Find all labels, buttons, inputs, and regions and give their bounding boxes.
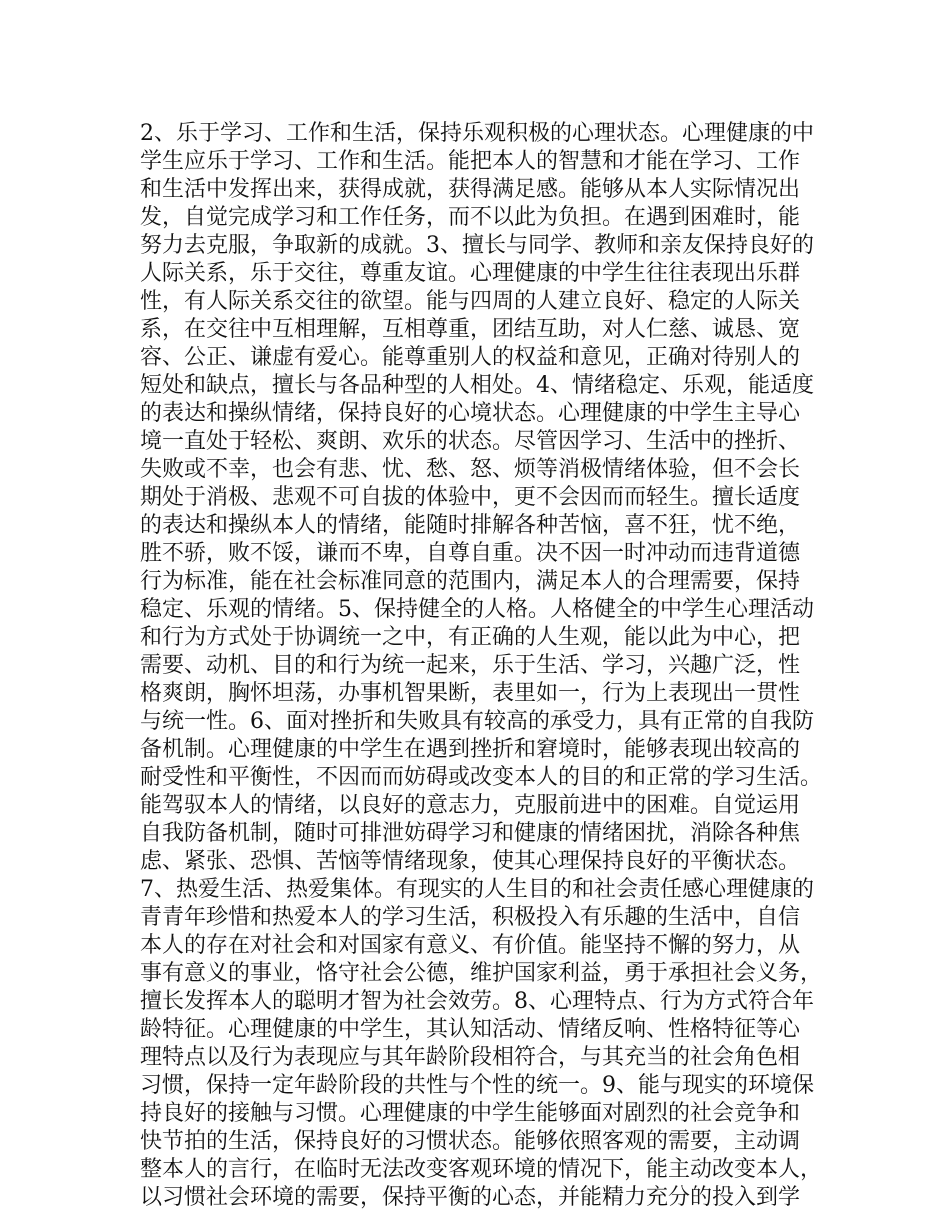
text-line: 的表达和操纵情绪，保持良好的心境状态。心理健康的中学生主导心	[140, 401, 801, 426]
text-line: 擅长发挥本人的聪明才智为社会效劳。8、心理特点、行为方式符合年	[140, 989, 814, 1014]
text-line: 性，有人际关系交往的欲望。能与四周的人建立良好、稳定的人际关	[140, 289, 801, 314]
text-line: 需要、动机、目的和行为统一起来，乐于生活、学习，兴趣广泛，性	[140, 653, 801, 678]
text-line: 期处于消极、悲观不可自拔的体验中，更不会因而而轻生。擅长适度	[140, 485, 801, 510]
text-line: 稳定、乐观的情绪。5、保持健全的人格。人格健全的中学生心理活动	[140, 597, 814, 622]
text-line: 胜不骄，败不馁，谦而不卑，自尊自重。决不因一时冲动而违背道德	[140, 541, 801, 566]
text-line: 学生应乐于学习、工作和生活。能把本人的智慧和才能在学习、工作	[140, 149, 801, 174]
text-line: 青青年珍惜和热爱本人的学习生活，积极投入有乐趣的生活中，自信	[140, 905, 801, 930]
body-paragraph	[140, 120, 840, 1212]
text-line: 与统一性。6、面对挫折和失败具有较高的承受力，具有正常的自我防	[140, 709, 814, 734]
text-line: 快节拍的生活，保持良好的习惯状态。能够依照客观的需要，主动调	[140, 1129, 801, 1154]
text-line: 龄特征。心理健康的中学生，其认知活动、情绪反响、性格特征等心	[140, 1017, 801, 1042]
text-line: 事有意义的事业，恪守社会公德，维护国家利益，勇于承担社会义务，	[140, 961, 823, 986]
text-line: 2、乐于学习、工作和生活，保持乐观积极的心理状态。心理健康的中	[140, 121, 814, 146]
text-line: 失败或不幸，也会有悲、忧、愁、怒、烦等消极情绪体验，但不会长	[140, 457, 801, 482]
text-line: 容、公正、谦虚有爱心。能尊重别人的权益和意见，正确对待别人的	[140, 345, 801, 370]
text-line: 和行为方式处于协调统一之中，有正确的人生观，能以此为中心，把	[140, 625, 801, 650]
text-line: 短处和缺点，擅长与各品种型的人相处。4、情绪稳定、乐观，能适度	[140, 373, 814, 398]
text-line: 境一直处于轻松、爽朗、欢乐的状态。尽管因学习、生活中的挫折、	[140, 429, 801, 454]
text-line: 和生活中发挥出来，获得成就，获得满足感。能够从本人实际情况出	[140, 177, 801, 202]
text-line: 发，自觉完成学习和工作任务，而不以此为负担。在遇到困难时，能	[140, 205, 801, 230]
text-line: 耐受性和平衡性，不因而而妨碍或改变本人的目的和正常的学习生活。	[140, 765, 823, 790]
text-line: 备机制。心理健康的中学生在遇到挫折和窘境时，能够表现出较高的	[140, 737, 801, 762]
text-line: 整本人的言行，在临时无法改变客观环境的情况下，能主动改变本人，	[140, 1157, 823, 1182]
text-line: 7、热爱生活、热爱集体。有现实的人生目的和社会责任感心理健康的	[140, 877, 814, 902]
text-line: 格爽朗，胸怀坦荡，办事机智果断，表里如一，行为上表现出一贯性	[140, 681, 801, 706]
text-line: 能驾驭本人的情绪，以良好的意志力，克服前进中的困难。自觉运用	[140, 793, 801, 818]
text-line: 的表达和操纵本人的情绪，能随时排解各种苦恼，喜不狂，忧不绝，	[140, 513, 801, 538]
text-line: 行为标准，能在社会标准同意的范围内，满足本人的合理需要，保持	[140, 569, 801, 594]
text-line: 人际关系，乐于交往，尊重友谊。心理健康的中学生往往表现出乐群	[140, 261, 801, 286]
text-line: 本人的存在对社会和对国家有意义、有价值。能坚持不懈的努力，从	[140, 933, 801, 958]
text-line: 习惯，保持一定年龄阶段的共性与个性的统一。9、能与现实的环境保	[140, 1073, 814, 1098]
text-line: 虑、紧张、恐惧、苦恼等情绪现象，使其心理保持良好的平衡状态。	[140, 849, 801, 874]
text-line: 努力去克服，争取新的成就。3、擅长与同学、教师和亲友保持良好的	[140, 233, 814, 258]
text-line: 系，在交往中互相理解，互相尊重，团结互助，对人仁慈、诚恳、宽	[140, 317, 801, 342]
text-line: 以习惯社会环境的需要，保持平衡的心态，并能精力充分的投入到学	[140, 1185, 801, 1210]
text-line: 自我防备机制，随时可排泄妨碍学习和健康的情绪困扰，消除各种焦	[140, 821, 801, 846]
text-line: 持良好的接触与习惯。心理健康的中学生能够面对剧烈的社会竞争和	[140, 1101, 801, 1126]
text-line: 理特点以及行为表现应与其年龄阶段相符合，与其充当的社会角色相	[140, 1045, 801, 1070]
